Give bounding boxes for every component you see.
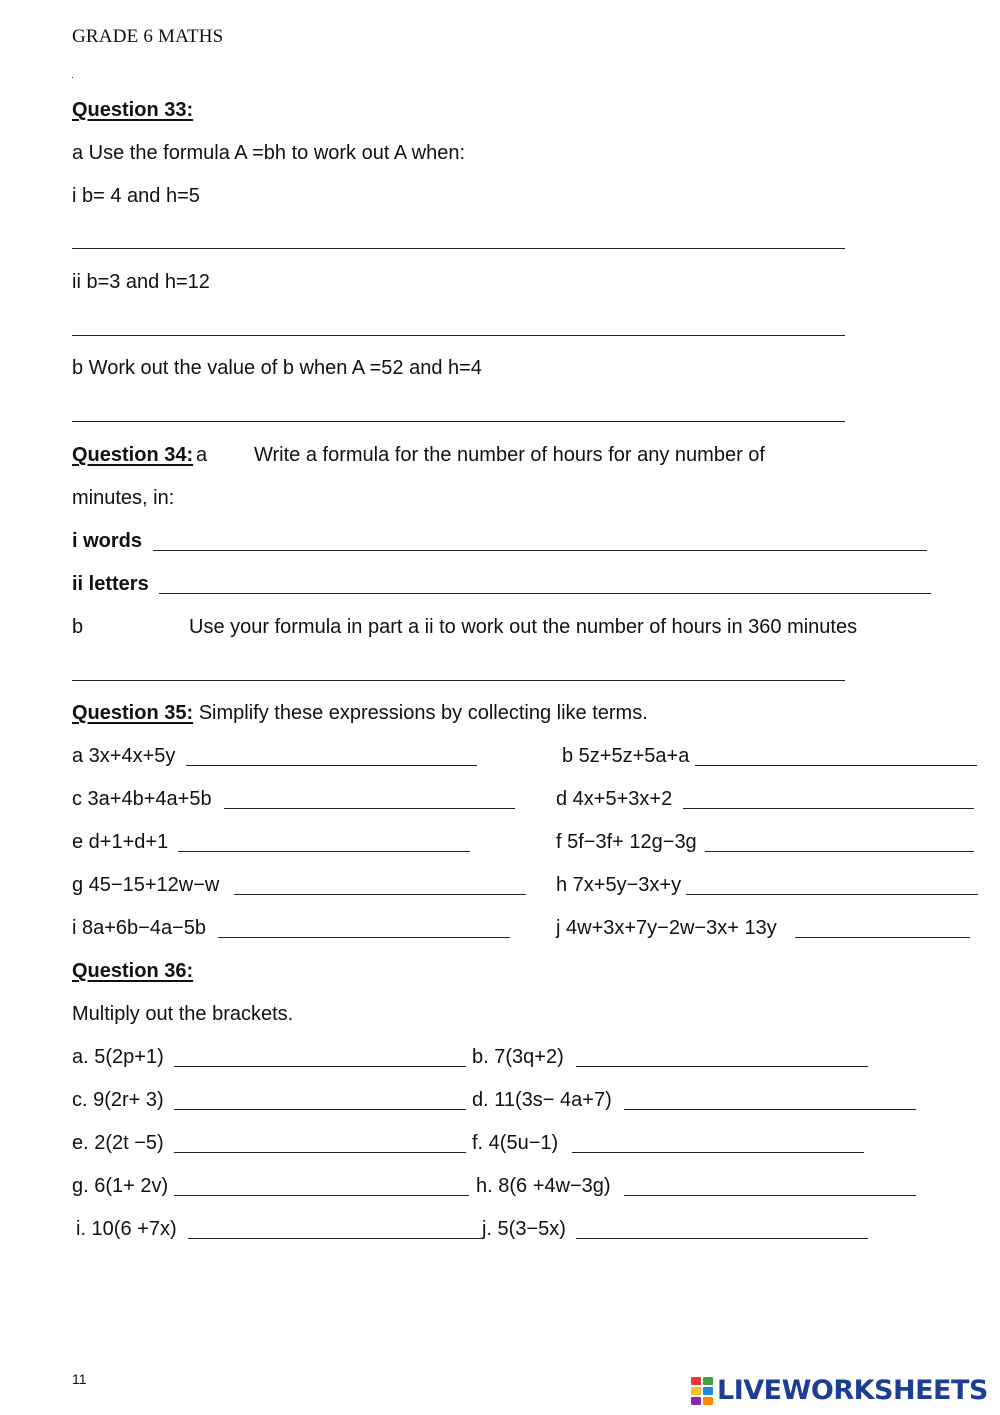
answer-line-36-h[interactable] <box>624 1195 916 1196</box>
answer-line-36-d[interactable] <box>624 1109 916 1110</box>
answer-line-35-b[interactable] <box>695 765 977 766</box>
logo-tile <box>691 1387 701 1395</box>
answer-line-36-i[interactable] <box>188 1238 482 1239</box>
answer-line-35-h[interactable] <box>686 894 978 895</box>
brand-name: LIVEWORKSHEETS <box>717 1375 988 1406</box>
answer-line-35-e[interactable] <box>178 851 470 852</box>
answer-line-35-f[interactable] <box>705 851 974 852</box>
expression-item: j 4w+3x+7y−2w−3x+ 13y <box>556 917 777 939</box>
logo-tile <box>691 1377 701 1385</box>
question-33-part-b: b Work out the value of b when A =52 and h=4 <box>72 357 482 379</box>
worksheet-header: GRADE 6 MATHS <box>72 26 224 47</box>
answer-line-36-e[interactable] <box>174 1152 466 1153</box>
question-33-heading: Question 33: <box>72 99 194 121</box>
expression-item: b 5z+5z+5a+a <box>562 745 690 767</box>
answer-line-36-j[interactable] <box>576 1238 868 1239</box>
question-33-part-a-ii: ii b=3 and h=12 <box>72 271 210 293</box>
bracket-item: c. 9(2r+ 3) <box>72 1089 164 1111</box>
question-34-part-a-label: a <box>196 444 208 466</box>
bracket-item: a. 5(2p+1) <box>72 1046 164 1068</box>
question-34-heading: Question 34: <box>72 444 194 466</box>
answer-line-34-words[interactable] <box>153 550 927 551</box>
bracket-item: f. 4(5u−1) <box>472 1132 559 1154</box>
question-34-ii-label: ii letters <box>72 573 149 595</box>
expression-item: h 7x+5y−3x+y <box>556 874 682 896</box>
answer-line-35-c[interactable] <box>224 808 515 809</box>
question-35-line <box>72 701 648 725</box>
liveworksheets-icon <box>691 1377 713 1405</box>
logo-tile <box>703 1387 713 1395</box>
bracket-item: j. 5(3−5x) <box>482 1218 566 1240</box>
question-35-intro: Simplify these expressions by collecting like terms. <box>193 702 648 724</box>
bracket-item: h. 8(6 +4w−3g) <box>476 1175 611 1197</box>
answer-line-36-g[interactable] <box>174 1195 469 1196</box>
answer-line-35-j[interactable] <box>795 937 970 938</box>
answer-line-35-a[interactable] <box>186 765 477 766</box>
expression-item: g 45−15+12w−w <box>72 874 220 896</box>
question-35-heading: Question 35: <box>72 702 194 724</box>
answer-line-34-letters[interactable] <box>159 593 931 594</box>
bracket-item: b. 7(3q+2) <box>472 1046 564 1068</box>
liveworksheets-logo[interactable] <box>691 1375 988 1406</box>
answer-line-33-b[interactable] <box>72 421 845 422</box>
answer-line-36-a[interactable] <box>174 1066 466 1067</box>
answer-line-33-a-ii[interactable] <box>72 335 845 336</box>
logo-tile <box>703 1397 713 1405</box>
expression-item: e d+1+d+1 <box>72 831 169 853</box>
answer-line-36-b[interactable] <box>576 1066 868 1067</box>
bracket-item: g. 6(1+ 2v) <box>72 1175 169 1197</box>
expression-item: c 3a+4b+4a+5b <box>72 788 212 810</box>
question-36-intro: Multiply out the brackets. <box>72 1003 294 1025</box>
answer-line-36-c[interactable] <box>174 1109 466 1110</box>
bracket-item: d. 11(3s− 4a+7) <box>472 1089 612 1111</box>
question-36-heading: Question 36: <box>72 960 194 982</box>
question-34-part-b-text: Use your formula in part a ii to work out the number of hours in 360 minutes <box>189 616 858 638</box>
expression-item: f 5f−3f+ 12g−3g <box>556 831 697 853</box>
question-34-i-label: i words <box>72 530 143 552</box>
answer-line-35-i[interactable] <box>218 937 510 938</box>
answer-line-33-a-i[interactable] <box>72 248 845 249</box>
question-34-part-a-text: Write a formula for the number of hours for any number of <box>254 444 765 466</box>
page-number: 11 <box>72 1371 87 1387</box>
question-34-part-b-label: b <box>72 616 84 638</box>
answer-line-35-g[interactable] <box>234 894 526 895</box>
bracket-item: e. 2(2t −5) <box>72 1132 164 1154</box>
logo-tile <box>691 1397 701 1405</box>
answer-line-35-d[interactable] <box>683 808 974 809</box>
answer-line-36-f[interactable] <box>572 1152 864 1153</box>
expression-item: a 3x+4x+5y <box>72 745 176 767</box>
question-34-part-a-text-cont: minutes, in: <box>72 487 175 509</box>
bracket-item: i. 10(6 +7x) <box>76 1218 177 1240</box>
question-33-part-a: a Use the formula A =bh to work out A when: <box>72 142 466 164</box>
expression-item: i 8a+6b−4a−5b <box>72 917 207 939</box>
question-33-part-a-i: i b= 4 and h=5 <box>72 185 200 207</box>
logo-tile <box>703 1377 713 1385</box>
expression-item: d 4x+5+3x+2 <box>556 788 673 810</box>
answer-line-34-b[interactable] <box>72 680 845 681</box>
header-dot: . <box>71 70 74 81</box>
